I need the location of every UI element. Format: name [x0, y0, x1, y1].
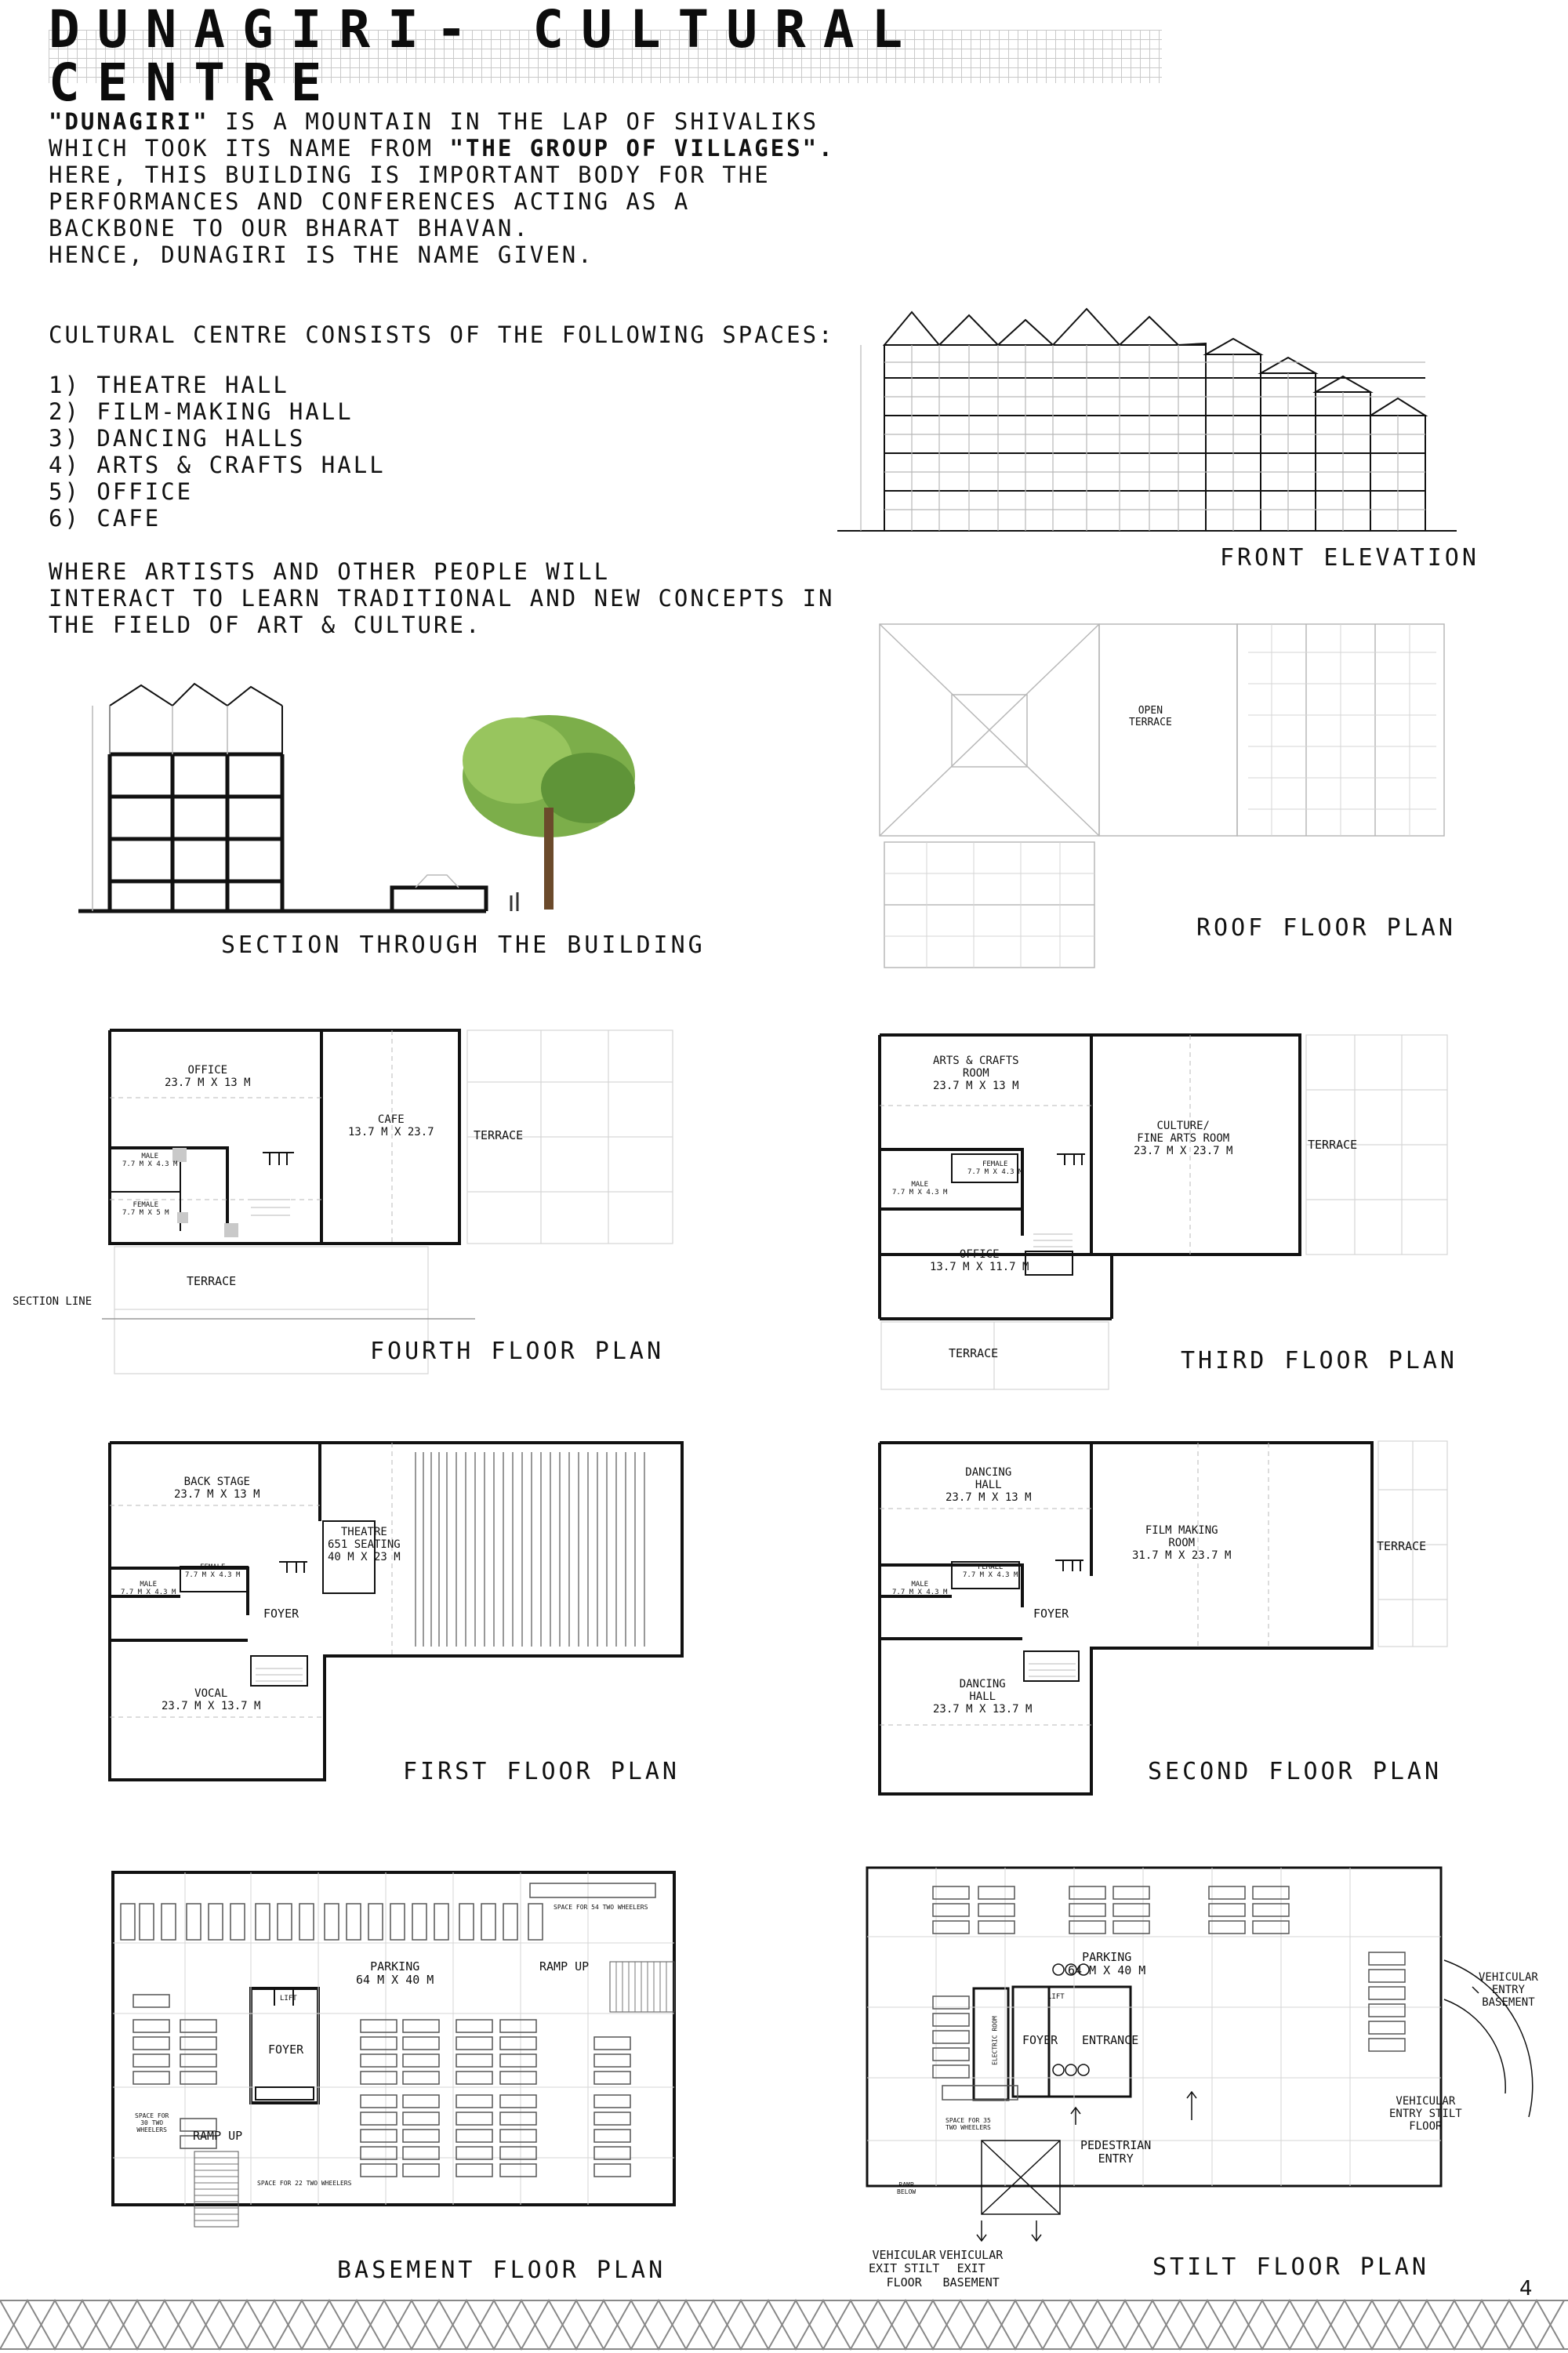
room-male-toilet-2f: MALE 7.7 M X 4.3 M — [892, 1581, 948, 1597]
room-female-toilet-3f: FEMALE 7.7 M X 4.3 M — [967, 1160, 1023, 1177]
space-item: 1) THEATRE HALL — [49, 372, 289, 398]
caption-stilt: STILT FLOOR PLAN — [1152, 2253, 1429, 2281]
intro-quote-villages: "THE GROUP OF VILLAGES". — [449, 135, 835, 162]
room-office-4f: OFFICE 23.7 M X 13 M — [165, 1064, 251, 1090]
caption-basement: BASEMENT FLOOR PLAN — [337, 2257, 666, 2284]
room-terrace-bottom-4f: TERRACE — [187, 1274, 237, 1288]
label-open-terrace: OPEN TERRACE — [1129, 705, 1172, 728]
room-culture-fine-arts-3f: CULTURE/ FINE ARTS ROOM 23.7 M X 23.7 M — [1134, 1120, 1233, 1158]
intro-line1: IS A MOUNTAIN IN THE LAP OF SHIVALIKS — [209, 108, 819, 135]
label-space-35-two-wheelers: SPACE FOR 35 TWO WHEELERS — [946, 2117, 991, 2132]
space-item: 4) ARTS & CRAFTS HALL — [49, 452, 386, 478]
stilt-floor-drawing — [864, 1858, 1538, 2297]
room-female-toilet-4f: FEMALE 7.7 M X 5 M — [122, 1201, 169, 1218]
room-terrace-bottom-3f: TERRACE — [949, 1346, 999, 1360]
closing-line2: INTERACT TO LEARN TRADITIONAL AND NEW CONCEPTS IN — [49, 585, 835, 612]
label-vehicular-exit-stilt: VEHICULAR EXIT STILT FLOOR — [869, 2248, 940, 2289]
label-pedestrian-entry: PEDESTRIAN ENTRY — [1080, 2138, 1152, 2166]
spaces-heading: CULTURAL CENTRE CONSISTS OF THE FOLLOWING SPACES: — [49, 321, 835, 348]
room-terrace-2f: TERRACE — [1377, 1539, 1427, 1553]
room-entrance-stilt: ENTRANCE — [1082, 2033, 1139, 2047]
basement-floor-drawing — [102, 1860, 698, 2228]
room-theatre-1f: THEATRE 651 SEATING 40 M X 23 M — [328, 1526, 401, 1564]
page-number: 4 — [1519, 2277, 1533, 2300]
front-elevation-drawing — [837, 306, 1457, 533]
intro-line5: BACKBONE TO OUR BHARAT BHAVAN. — [49, 215, 530, 241]
page-title: DUNAGIRI- CULTURAL CENTRE — [49, 0, 920, 113]
room-female-toilet-1f: FEMALE 7.7 M X 4.3 M — [185, 1563, 241, 1580]
room-male-toilet-1f: MALE 7.7 M X 4.3 M — [121, 1581, 176, 1597]
room-male-toilet-3f: MALE 7.7 M X 4.3 M — [892, 1181, 948, 1197]
label-ramp-up-left: RAMP UP — [193, 2129, 243, 2143]
space-item: 6) CAFE — [49, 505, 162, 532]
caption-roof: ROOF FLOOR PLAN — [1196, 914, 1456, 942]
intro-line3: HERE, THIS BUILDING IS IMPORTANT BODY FOR THE — [49, 162, 771, 188]
room-foyer-2f: FOYER — [1033, 1607, 1069, 1621]
room-female-toilet-2f: FEMALE 7.7 M X 4.3 M — [963, 1563, 1018, 1580]
label-vehicular-exit-basement: VEHICULAR EXIT BASEMENT — [939, 2248, 1004, 2289]
spaces-list — [49, 372, 880, 532]
closing-paragraph — [49, 558, 880, 638]
label-lift-stilt: LIFT — [1047, 1993, 1065, 2001]
room-terrace-right-3f: TERRACE — [1308, 1138, 1358, 1152]
closing-line3: THE FIELD OF ART & CULTURE. — [49, 612, 482, 638]
section-line-label: SECTION LINE — [13, 1295, 93, 1308]
room-dancing-hall-2-2f: DANCING HALL 23.7 M X 13.7 M — [933, 1678, 1033, 1716]
spaces-block — [49, 321, 880, 532]
theatre-seating-rows — [416, 1452, 644, 1647]
intro-line2: WHICH TOOK ITS NAME FROM — [49, 135, 450, 162]
label-space-30-two-wheelers: SPACE FOR 30 TWO WHEELERS — [135, 2112, 169, 2134]
tree-illustration — [463, 715, 635, 911]
room-office-3f: OFFICE 13.7 M X 11.7 M — [930, 1248, 1029, 1274]
label-space-54-two-wheelers: SPACE FOR 54 TWO WHEELERS — [554, 1904, 648, 1911]
intro-line4: PERFORMANCES AND CONFERENCES ACTING AS A — [49, 188, 691, 215]
closing-line1: WHERE ARTISTS AND OTHER PEOPLE WILL — [49, 558, 611, 585]
room-arts-crafts-3f: ARTS & CRAFTS ROOM 23.7 M X 13 M — [933, 1055, 1019, 1093]
truss-border — [0, 2297, 1568, 2352]
caption-front-elevation: FRONT ELEVATION — [1220, 544, 1479, 572]
room-foyer-1f: FOYER — [263, 1607, 299, 1621]
caption-fourth: FOURTH FLOOR PLAN — [370, 1338, 665, 1365]
space-item: 5) OFFICE — [49, 478, 194, 505]
room-film-making-2f: FILM MAKING ROOM 31.7 M X 23.7 M — [1132, 1524, 1232, 1563]
intro-paragraph — [49, 108, 880, 268]
section-drawing — [78, 682, 674, 917]
room-electric-stilt: ELECTRIC ROOM — [991, 2016, 999, 2065]
space-item: 2) FILM-MAKING HALL — [49, 398, 354, 425]
caption-section: SECTION THROUGH THE BUILDING — [221, 931, 706, 959]
intro-quote-dunagiri: "DUNAGIRI" — [49, 108, 209, 135]
room-vocal-1f: VOCAL 23.7 M X 13.7 M — [162, 1687, 261, 1713]
label-ramp-up-right: RAMP UP — [539, 1959, 590, 1974]
caption-third: THIRD FLOOR PLAN — [1181, 1347, 1457, 1374]
label-space-22-two-wheelers: SPACE FOR 22 TWO WHEELERS — [257, 2180, 352, 2187]
room-foyer-stilt: FOYER — [1022, 2033, 1058, 2047]
room-backstage-1f: BACK STAGE 23.7 M X 13 M — [174, 1476, 260, 1501]
label-ramp-below: RAMP BELOW — [897, 2181, 916, 2196]
caption-first: FIRST FLOOR PLAN — [403, 1758, 680, 1785]
room-parking-basement: PARKING 64 M X 40 M — [356, 1959, 434, 1988]
label-lift-basement: LIFT — [280, 1995, 297, 2003]
caption-second: SECOND FLOOR PLAN — [1148, 1758, 1443, 1785]
label-vehicular-entry-stilt: VEHICULAR ENTRY STILT FLOOR — [1389, 2095, 1462, 2133]
room-male-toilet-4f: MALE 7.7 M X 4.3 M — [122, 1153, 178, 1169]
label-vehicular-entry-basement: VEHICULAR ENTRY BASEMENT — [1479, 1971, 1538, 2010]
room-cafe-4f: CAFE 13.7 M X 23.7 — [348, 1113, 434, 1139]
room-parking-stilt: PARKING 64 M X 40 M — [1068, 1950, 1146, 1978]
room-foyer-basement: FOYER — [268, 2043, 304, 2057]
page-title-block — [49, 0, 1162, 113]
stilt-car-bays — [933, 1886, 1405, 2100]
room-terrace-right-4f: TERRACE — [474, 1128, 524, 1142]
ramp-hatching — [194, 1959, 674, 2227]
space-item: 3) DANCING HALLS — [49, 425, 306, 452]
intro-line6: HENCE, DUNAGIRI IS THE NAME GIVEN. — [49, 241, 594, 268]
room-dancing-hall-1-2f: DANCING HALL 23.7 M X 13 M — [946, 1466, 1032, 1505]
